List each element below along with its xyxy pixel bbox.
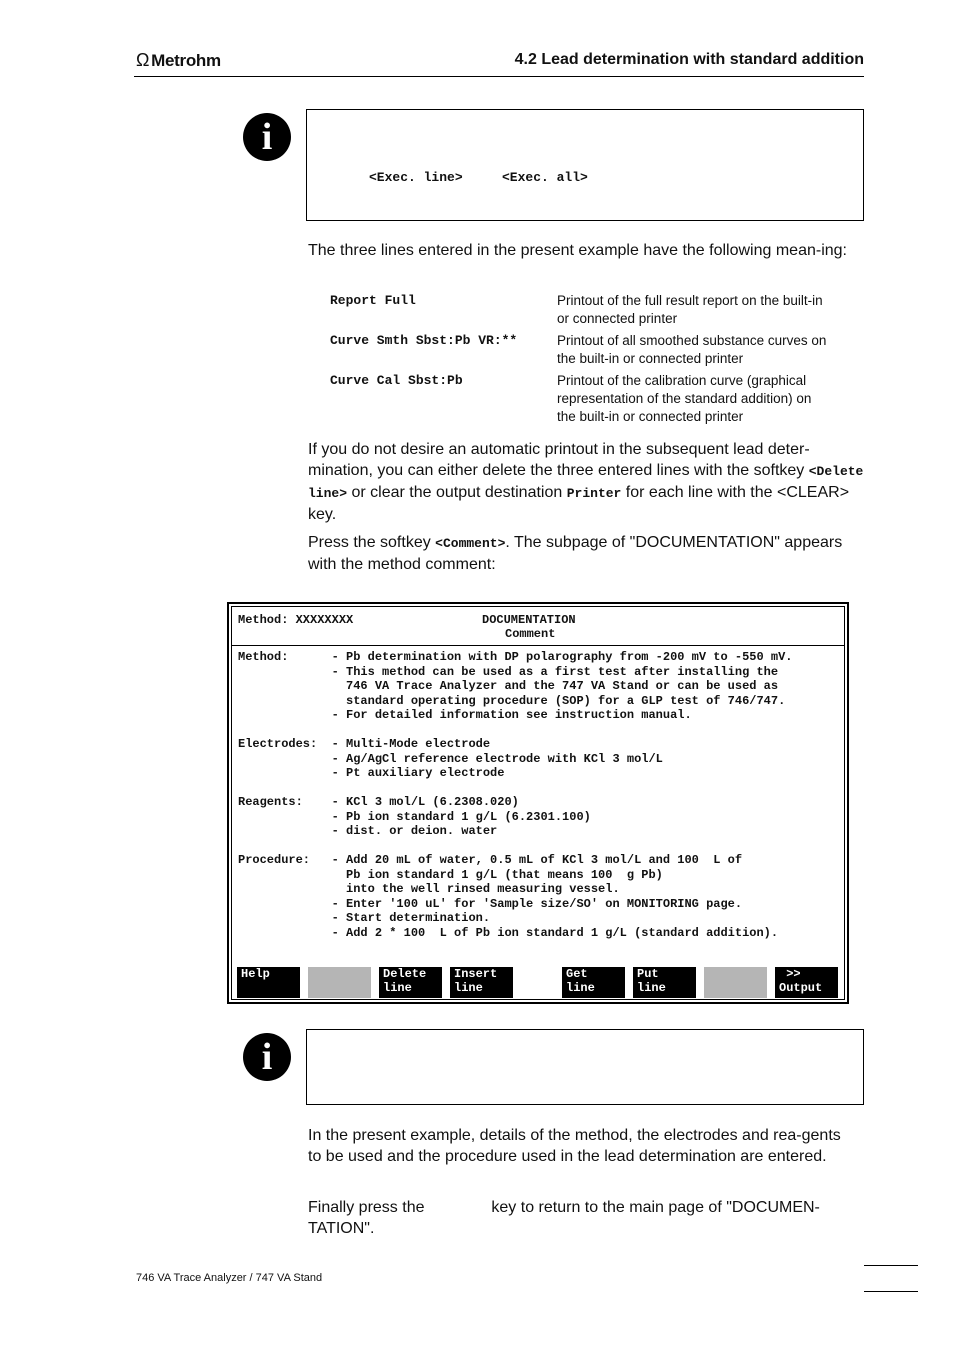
footer-product: 746 VA Trace Analyzer / 747 VA Stand	[136, 1272, 323, 1284]
comment-code: <Comment>	[435, 536, 506, 551]
paragraph-comment-info: Press the softkey <Comment>. The subpage of "DOCUMENTATION" appears with the method comment:	[308, 534, 843, 573]
info-icon: i	[243, 1033, 291, 1081]
command-desc: Printout of the full result report on the built-in or connected printer	[557, 293, 823, 326]
softkey-blank[interactable]	[704, 967, 767, 998]
exec-all-softkey: <Exec. all>	[502, 170, 588, 185]
command-curve-cal: Curve Cal Sbst:Pb	[330, 373, 463, 388]
screen-divider	[232, 645, 844, 646]
documentation-screen	[227, 602, 849, 1004]
softkey-blank[interactable]	[308, 967, 371, 998]
info-icon: i	[243, 113, 291, 161]
intro-paragraph: The three lines entered in the present example have the following mean-ing:	[308, 242, 847, 259]
softkey-delete-line[interactable]: Delete line	[379, 967, 442, 998]
logo-text: Metrohm	[151, 50, 221, 70]
section-title: 4.2 Lead determination with standard addition	[514, 51, 864, 68]
omega-icon: Ω	[136, 50, 150, 70]
paragraph-return: Finally press the key to return to the main page of "DOCUMEN-TATION".	[308, 1199, 820, 1237]
softkey-get-line[interactable]: Get line	[562, 967, 625, 998]
softkey-put-line[interactable]: Put line	[633, 967, 696, 998]
command-report-full: Report Full	[330, 293, 416, 308]
command-curve-smth: Curve Smth Sbst:Pb VR:**	[330, 333, 518, 348]
metrohm-logo	[136, 50, 221, 71]
delete-line-code: <Delete line>	[308, 464, 864, 501]
softkey-help[interactable]: Help	[237, 967, 300, 998]
paragraph-delete-info: If you do not desire an automatic printout in the subsequent lead deter-mination, you can either delete the three entered lines with the softkey <Delete line> or clear the output destination Printer for each line with the <CLEAR> key.	[308, 441, 864, 523]
screen-subtitle: Comment	[505, 627, 556, 641]
command-desc: Printout of the calibration curve (graphical representation of the standard addition) on the built-in or connected printer	[557, 373, 812, 424]
paragraph-details: In the present example, details of the method, the electrodes and rea-gents to be used and the procedure used in the lead determination are entered.	[308, 1127, 841, 1165]
command-desc: Printout of all smoothed substance curves on the built-in or connected printer	[557, 333, 827, 366]
header-rule	[134, 76, 864, 77]
exec-line-softkey: <Exec. line>	[369, 170, 463, 185]
screen-method-label: Method: XXXXXXXX	[238, 613, 354, 627]
screen-title: DOCUMENTATION	[482, 613, 576, 627]
note-box-empty	[306, 1029, 864, 1105]
footer-rule	[864, 1265, 918, 1266]
screen-comment-body: Method: - Pb determination with DP polarography from -200 mV to -550 mV. - This method can be used as a first test after installing the 746 VA Trace Analyzer and the 747 VA Stand or can be used as standard operating procedure (SOP) for a GLP test of 746/747. - For detailed information see instruction manual. Electrodes: - Multi-Mode electrode - Ag/AgCl reference electrode with KCl 3 mol/L - Pt auxiliary electrode Reagents: - KCl 3 mol/L (6.2308.020) - Pb ion standard 1 g/L (6.2301.100) - dist. or deion. water Procedure: - Add 20 mL of water, 0.5 mL of KCl 3 mol/L and 100 L of Pb ion standard 1 g/L (that means 100 g Pb) into the well rinsed measuring vessel. - Enter '100 uL' for 'Sample size/SO' on MONITORING page. - Start determination. - Add 2 * 100 L of Pb ion standard 1 g/L (standard addition).	[238, 650, 793, 940]
note-box-exec	[306, 109, 864, 221]
footer-rule	[864, 1291, 918, 1292]
softkey-insert-line[interactable]: Insert line	[450, 967, 513, 998]
printer-code: Printer	[566, 486, 622, 501]
softkey-output[interactable]: >> Output	[775, 967, 838, 998]
